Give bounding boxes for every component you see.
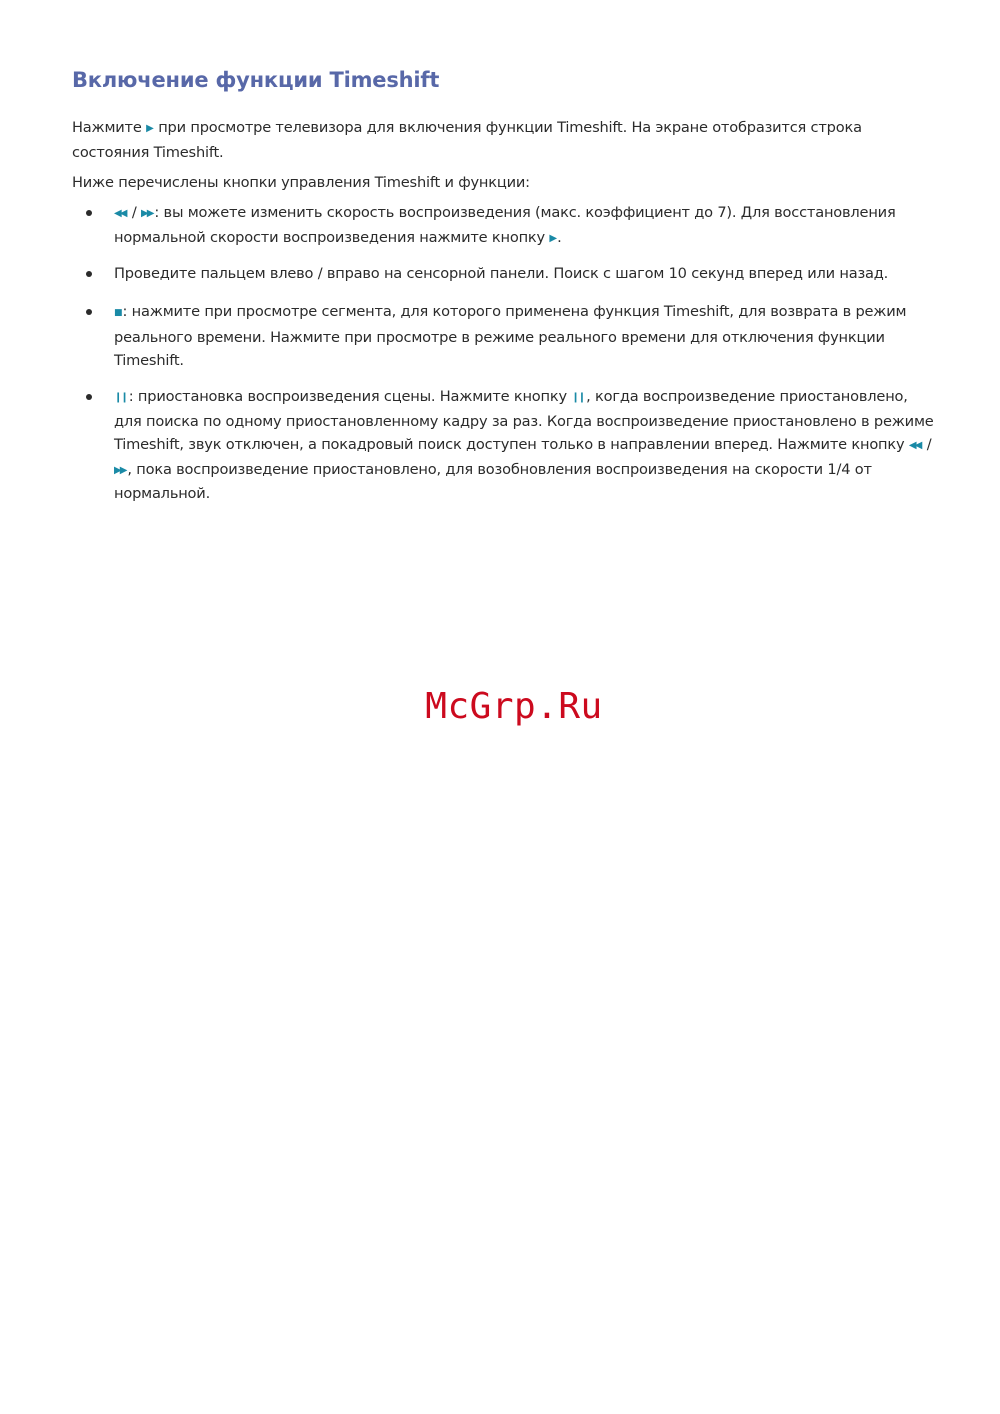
- list-item-text: Проведите пальцем влево / вправо на сенсорной панели. Поиск с шагом 10 секунд вперед или назад.: [114, 265, 889, 282]
- list-intro-paragraph: Ниже перечислены кнопки управления Timeshift и функции:: [72, 174, 530, 191]
- intro-paragraph: [72, 116, 932, 164]
- rewind-icon: ◀◀: [114, 208, 126, 219]
- pause-icon: ❙❙: [571, 392, 585, 403]
- play-icon: ▶: [146, 123, 152, 134]
- watermark: McGrp.Ru: [425, 686, 603, 727]
- bullet-dot: [86, 210, 92, 216]
- list-item: [114, 201, 934, 250]
- list-item-text-end: .: [557, 228, 562, 246]
- bullet-dot: [86, 309, 92, 315]
- list-item-separator: /: [127, 204, 141, 221]
- list-item-text-mid: , когда воспроизведение приостановлено, для поиска по одному приостановленному кадру за раз. Когда воспроизведение приостановлено в режиме Timeshift, звук отключен, а покадровый поиск доступен только в направлении вперед. Нажмите кнопку: [114, 388, 934, 453]
- intro-text-part2: при просмотре телевизора для включения функции Timeshift. На экране отобразится строка состояния Timeshift.: [72, 119, 862, 161]
- list-item: [114, 262, 934, 286]
- list-item-separator: /: [922, 436, 932, 453]
- section-heading: Включение функции Timeshift: [72, 68, 440, 92]
- pause-icon: ❙❙: [114, 392, 127, 403]
- list-item: [114, 300, 934, 373]
- list-item-text: : вы можете изменить скорость воспроизведения (макс. коэффициент до 7). Для восстановления нормальной скорости воспроизведения нажмите кнопку: [114, 204, 896, 246]
- stop-icon: ■: [114, 308, 123, 318]
- fast-forward-icon: ▶▶: [114, 464, 126, 476]
- bullet-dot: [86, 271, 92, 277]
- rewind-icon: ◀◀: [908, 440, 921, 451]
- fast-forward-icon: ▶▶: [141, 208, 153, 219]
- play-icon: ▶: [549, 232, 556, 244]
- list-item: [114, 385, 934, 506]
- list-item-text-end: , пока воспроизведение приостановлено, для возобновления воспроизведения на скорости 1/4 от нормальной.: [114, 460, 872, 502]
- intro-text-part1: Нажмите: [72, 119, 147, 136]
- list-item-text: : приостановка воспроизведения сцены. Нажмите кнопку: [128, 388, 572, 405]
- bullet-dot: [86, 394, 92, 400]
- list-item-text: : нажмите при просмотре сегмента, для которого применена функция Timeshift, для возврата в режим реального времени. Нажмите при просмотре в режиме реального времени для отключения функции Timeshift.: [114, 303, 907, 369]
